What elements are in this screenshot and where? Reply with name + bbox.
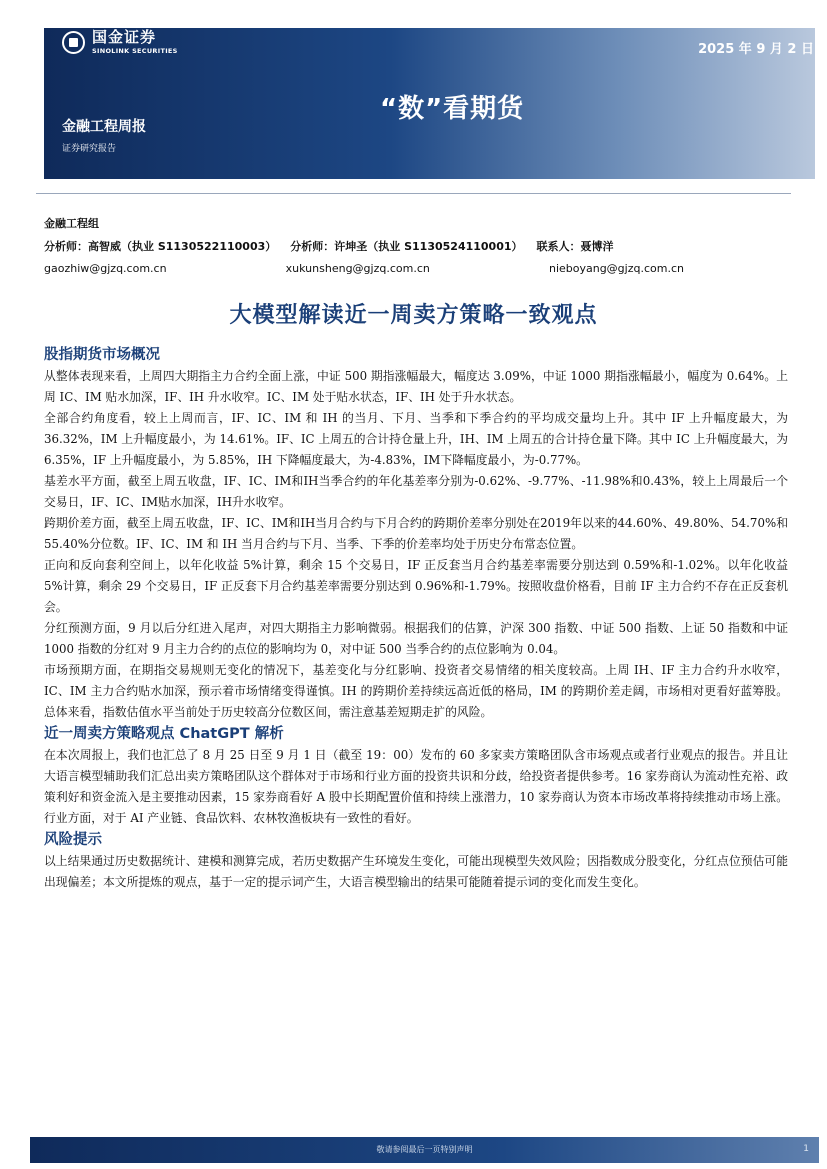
- analyst-2: 分析师：许坤圣（执业 S1130524110001）: [290, 240, 523, 253]
- analyst-line: [44, 238, 614, 254]
- paragraph: 跨期价差方面，截至上周五收盘，IF、IC、IM和IH当月合约与下月合约的跨期价差率分别处在2019年以来的44.60%、49.80%、54.70%和 55.40%分位数。IF、IC、IM 和 IH 当月合约与下月、当季、下季的价差率均处于历史分布常态位置。: [44, 516, 788, 551]
- headline: 大模型解读近一周卖方策略一致观点: [229, 303, 598, 328]
- paragraph: 基差水平方面，截至上周五收盘，IF、IC、IM和IH当季合约的年化基差率分别为-0.62%、-9.77%、-11.98%和0.43%，较上上周最后一个交易日，IF、IC、IM贴水加深，IH升水收窄。: [44, 474, 788, 509]
- paragraph: 市场预期方面，在期指交易规则无变化的情况下，基差变化与分红影响、投资者交易情绪的相关度较高。上周 IH、IF 主力合约升水收窄，IC、IM 主力合约贴水加深，预示着市场情绪变得谨慎。IH 的跨期价差持续远高近低的格局，IM 的跨期价差走阔，市场相对更看好蓝筹股。总体来看，指数估值水平当前处于历史较高分位数区间，需注意基差短期走扩的风险。: [44, 663, 788, 719]
- report-category: 金融工程周报: [62, 119, 146, 135]
- section-title: 股指期货市场概况: [44, 347, 160, 363]
- paragraph: 在本次周报上，我们也汇总了 8 月 25 日至 9 月 1 日（截至 19：00）发布的 60 多家卖方策略团队含市场观点或者行业观点的报告。并且让大语言模型辅助我们汇总出卖方策略团队这个群体对于市场和行业方面的投资共识和分歧，给投资者提供参考。16 家券商认为流动性充裕、政策利好和资金流入是主要推动因素，15 家券商看好 A 股中长期配置价值和持续上涨潜力，10 家券商认为资本市场改革将持续推动市场上涨。行业方面，对于 AI 产业链、食品饮料、农林牧渔板块有一致性的看好。: [44, 748, 788, 825]
- footer-disclaimer: 敬请参阅最后一页特别声明: [376, 1145, 473, 1154]
- contact-person: 联系人：聂博洋: [536, 240, 614, 253]
- page-number: 1: [803, 1144, 809, 1154]
- section-title: 近一周卖方策略观点 ChatGPT 解析: [44, 726, 284, 742]
- paragraph: 以上结果通过历史数据统计、建模和测算完成，若历史数据产生环境发生变化，可能出现模型失效风险；因指数成分股变化，分红点位预估可能出现偏差；本文所提炼的观点，基于一定的提示词产生，大语言模型输出的结果可能随着提示词的变化而发生变化。: [44, 854, 788, 889]
- email-1[interactable]: gaozhiw@gjzq.com.cn: [44, 262, 167, 275]
- logo-icon: [62, 31, 85, 54]
- report-body: [44, 344, 788, 893]
- analyst-1: 分析师：高智威（执业 S1130522110003）: [44, 240, 277, 253]
- section-title: 风险提示: [44, 832, 102, 848]
- paragraph: 全部合约角度看，较上上周而言，IF、IC、IM 和 IH 的当月、下月、当季和下季合约的平均成交量均上升。其中 IF 上升幅度最大，为 36.32%，IM 上升幅度最小，为 14.61%。IF、IC 上周五的合计持仓量上升，IH、IM 上周五的合计持仓量下降。其中 IC 上升幅度最大，为 6.35%，IF 上升幅度最小，为 5.85%，IH 下降幅度最大，为-4.83%，IM下降幅度最小，为-0.77%。: [44, 411, 788, 467]
- logo-name-en: SINOLINK SECURITIES: [92, 47, 178, 55]
- paragraph: 正向和反向套利空间上，以年化收益 5%计算，剩余 15 个交易日，IF 正反套当月合约基差率需要分别达到 0.59%和-1.02%。以年化收益 5%计算，剩余 29 个交易日，IF 正反套下月合约基差率需要分别达到 0.96%和-1.79%。按照收盘价格看，目前 IF 主力合约不存在正反套机会。: [44, 558, 788, 614]
- paragraph: 从整体表现来看，上周四大期指主力合约全面上涨，中证 500 期指涨幅最大，幅度达 3.09%，中证 1000 期指涨幅最小，幅度为 0.64%。上周 IC、IM 贴水加深，IF、IH 升水收窄。IC、IM 处于贴水状态，IF、IH 处于升水状态。: [44, 369, 788, 404]
- logo-name-cn: 国金证券: [92, 28, 157, 46]
- email-line: [44, 262, 684, 275]
- report-title: “数”看期货: [380, 94, 525, 124]
- paragraph: 分红预测方面，9 月以后分红进入尾声，对四大期指主力影响微弱。根据我们的估算，沪深 300 指数、中证 500 指数、上证 50 指数和中证 1000 指数的分红对 9 月主力合约的点位的影响均为 0，对中证 500 当季合约的点位影响为 0.04。: [44, 621, 788, 656]
- company-logo: [62, 30, 178, 55]
- team-name: 金融工程组: [44, 217, 99, 230]
- report-date: 2025 年 9 月 2 日: [698, 42, 814, 57]
- email-3[interactable]: nieboyang@gjzq.com.cn: [548, 262, 684, 275]
- report-type: 证券研究报告: [62, 144, 117, 154]
- email-2[interactable]: xukunsheng@gjzq.com.cn: [285, 262, 430, 275]
- divider: [36, 193, 791, 194]
- footer-bar: [30, 1137, 819, 1163]
